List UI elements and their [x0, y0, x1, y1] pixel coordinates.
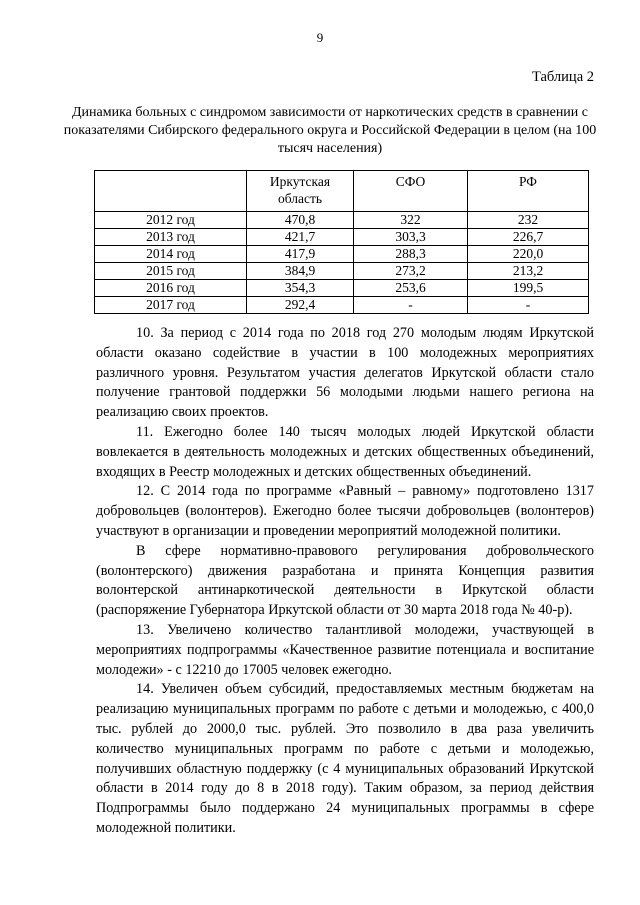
header-cell-sfo: СФО [354, 171, 468, 212]
row-year: 2015 год [95, 263, 247, 280]
cell-irkutsk: 354,3 [247, 280, 354, 297]
cell-rf: 199,5 [468, 280, 589, 297]
cell-irkutsk: 292,4 [247, 297, 354, 314]
table-caption: Динамика больных с синдромом зависимости от наркотических средств в сравнении с показателями Сибирского федерального округа и Российской Федерации в целом (на 100 тысяч населения) [63, 105, 597, 156]
row-year: 2016 год [95, 280, 247, 297]
cell-sfo: 303,3 [354, 229, 468, 246]
cell-sfo: 322 [354, 212, 468, 229]
cell-rf: 232 [468, 212, 589, 229]
table-row [95, 280, 589, 297]
cell-sfo: 273,2 [354, 263, 468, 280]
body-text [96, 324, 594, 839]
table-row [95, 263, 589, 280]
cell-irkutsk: 470,8 [247, 212, 354, 229]
paragraph-12: 12. С 2014 года по программе «Равный – равному» подготовлено 1317 добровольцев (волонтеров). Ежегодно более тысячи добровольцев (волонтеров) участвуют в организации и проведении мероприятий молодежной политики. [96, 483, 594, 539]
table-label: Таблица 2 [531, 69, 594, 85]
paragraph-13: 13. Увеличено количество талантливой молодежи, участвующей в мероприятиях подпрограммы «Качественное развитие потенциала и воспитание молодежи» - с 12210 до 17005 человек ежегодно. [96, 621, 594, 678]
cell-rf: 220,0 [468, 246, 589, 263]
cell-rf: 226,7 [468, 229, 589, 246]
header-cell-empty [95, 171, 247, 212]
cell-irkutsk: 421,7 [247, 229, 354, 246]
header-cell-rf: РФ [468, 171, 589, 212]
header-cell-irkutsk: Иркутская область [247, 171, 354, 212]
paragraph-14: 14. Увеличен объем субсидий, предоставляемых местным бюджетам на реализацию муниципальных программ по работе с детьми и молодежью, с 400,0 тыс. рублей до 2000,0 тыс. рублей. Это позволило в два раза увеличить количество муниципальных программ по работе с детьми и молодежью, получивших областную поддержку (с 4 муниципальных образований Иркутской области в 2014 году до 8 в 2018 году). Таким образом, за период действия Подпрограммы было поддержано 24 муниципальных программы в сфере молодежной политики. [96, 681, 594, 836]
paragraph-11: 11. Ежегодно более 140 тысяч молодых людей Иркутской области вовлекается в деятельность молодежных и детских общественных объединений, входящих в Реестр молодежных и детских общественных объединений. [96, 423, 594, 480]
statistics-table [94, 170, 589, 314]
cell-irkutsk: 417,9 [247, 246, 354, 263]
table-row [95, 229, 589, 246]
row-year: 2014 год [95, 246, 247, 263]
table-header-row [95, 171, 589, 212]
cell-sfo: - [354, 297, 468, 314]
row-year: 2017 год [95, 297, 247, 314]
table-row [95, 297, 589, 314]
table-row [95, 212, 589, 229]
cell-sfo: 253,6 [354, 280, 468, 297]
table-row [95, 246, 589, 263]
row-year: 2013 год [95, 229, 247, 246]
cell-irkutsk: 384,9 [247, 263, 354, 280]
cell-rf: 213,2 [468, 263, 589, 280]
cell-sfo: 288,3 [354, 246, 468, 263]
paragraph-volunteer-concept: В сфере нормативно-правового регулирования добровольческого (волонтерского) движения разработана и принята Концепция развития волонтерской антинаркотической деятельности в Иркутской области (распоряжение Губернатора Иркутской области от 30 марта 2018 года № 40-р). [96, 542, 594, 619]
paragraph-10: 10. За период с 2014 года по 2018 год 270 молодым людям Иркутской области оказано содействие в участии в 100 молодежных мероприятиях различного уровня. Результатом участия делегатов Иркутской области стало получение грантовой поддержки 56 молодыми людьми нашего региона на реализацию своих проектов. [96, 325, 594, 421]
row-year: 2012 год [95, 212, 247, 229]
cell-rf: - [468, 297, 589, 314]
page-number: 9 [316, 30, 324, 45]
